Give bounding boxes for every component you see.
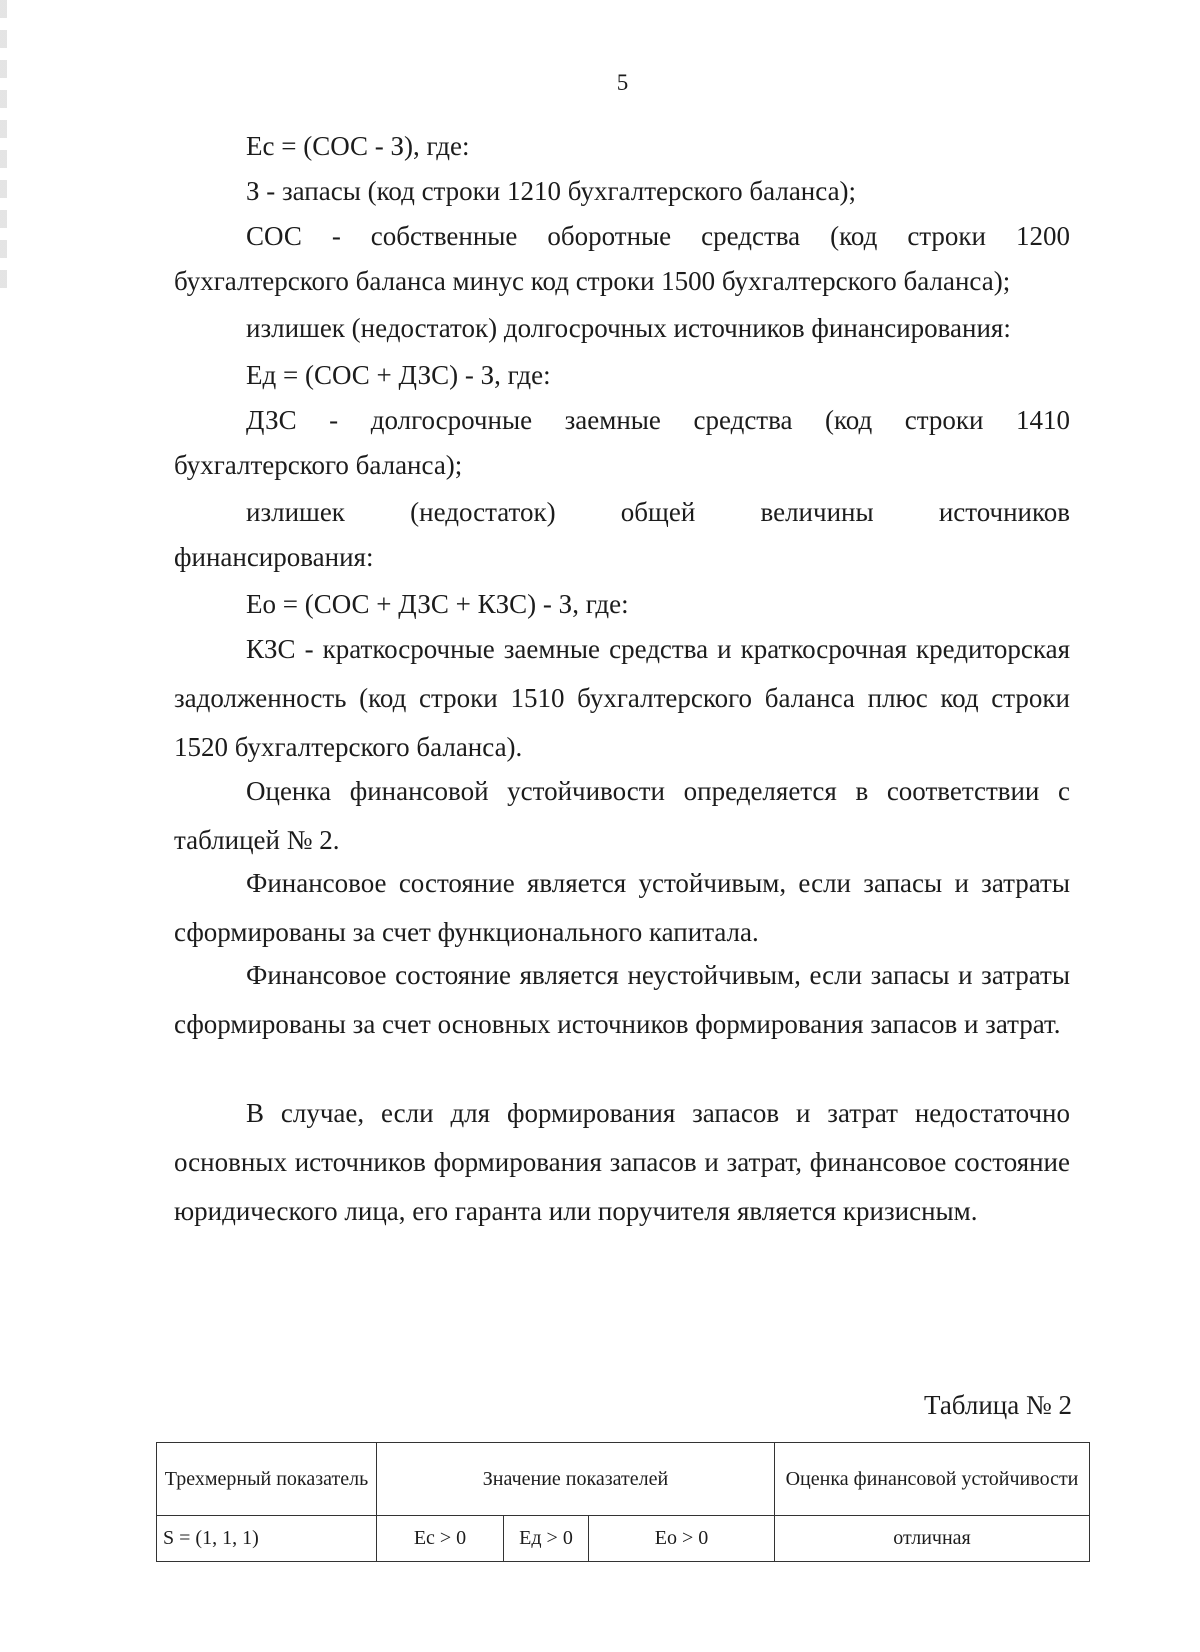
crisis-condition: В случае, если для формирования запасов и затрат недостаточно основных источников формирования запасов и затрат, финансовое состояние юридического лица, его гаранта или поручителя является кризисным. — [174, 1098, 1070, 1226]
table-header-row — [157, 1443, 1090, 1516]
heading-long-term-sources: излишек (недостаток) долгосрочных источников финансирования: — [246, 313, 1011, 343]
formula-eo: Ео = (СОС + ДЗС + КЗС) - З, где: — [246, 589, 629, 619]
stable-condition: Финансовое состояние является устойчивым, если запасы и затраты сформированы за счет функционального капитала. — [174, 868, 1070, 947]
page-number: 5 — [616, 70, 629, 95]
heading-total-sources-line2: финансирования: — [174, 542, 374, 572]
table-caption: Таблица № 2 — [924, 1390, 1072, 1420]
cell-eo: Ео > 0 — [589, 1516, 775, 1562]
assessment-reference: Оценка финансовой устойчивости определяется в соответствии с таблицей № 2. — [174, 776, 1070, 855]
heading-total-sources-line1: излишек (недостаток) общей величины источников — [246, 497, 1070, 527]
definition-dzs-line2: бухгалтерского баланса); — [174, 450, 463, 480]
definition-sos-line2: бухгалтерского баланса минус код строки 1500 бухгалтерского баланса); — [174, 266, 1011, 296]
definition-sos-line1: СОС - собственные оборотные средства (код строки 1200 — [246, 221, 1070, 251]
header-indicator: Трехмерный показатель — [157, 1443, 377, 1516]
cell-ec: Ес > 0 — [377, 1516, 504, 1562]
cell-assessment: отличная — [775, 1516, 1090, 1562]
header-assessment: Оценка финансовой устойчивости — [775, 1443, 1090, 1516]
formula-ed: Ед = (СОС + ДЗС) - З, где: — [246, 360, 551, 390]
scan-edge-marks — [0, 0, 7, 290]
stability-table — [156, 1442, 1090, 1562]
header-values: Значение показателей — [377, 1443, 775, 1516]
unstable-condition: Финансовое состояние является неустойчивым, если запасы и затраты сформированы за счет основных источников формирования запасов и затрат. — [174, 960, 1070, 1039]
table-row — [157, 1516, 1090, 1562]
cell-indicator: S = (1, 1, 1) — [157, 1516, 377, 1562]
formula-ec: Ес = (СОС - З), где: — [246, 131, 470, 161]
definition-dzs-line1: ДЗС - долгосрочные заемные средства (код строки 1410 — [246, 405, 1070, 435]
cell-ed: Ед > 0 — [504, 1516, 589, 1562]
definition-z: З - запасы (код строки 1210 бухгалтерского баланса); — [246, 176, 857, 206]
definition-kzs: КЗС - краткосрочные заемные средства и краткосрочная кредиторская задолженность (код строки 1510 бухгалтерского баланса плюс код строки 1520 бухгалтерского баланса). — [174, 634, 1070, 762]
